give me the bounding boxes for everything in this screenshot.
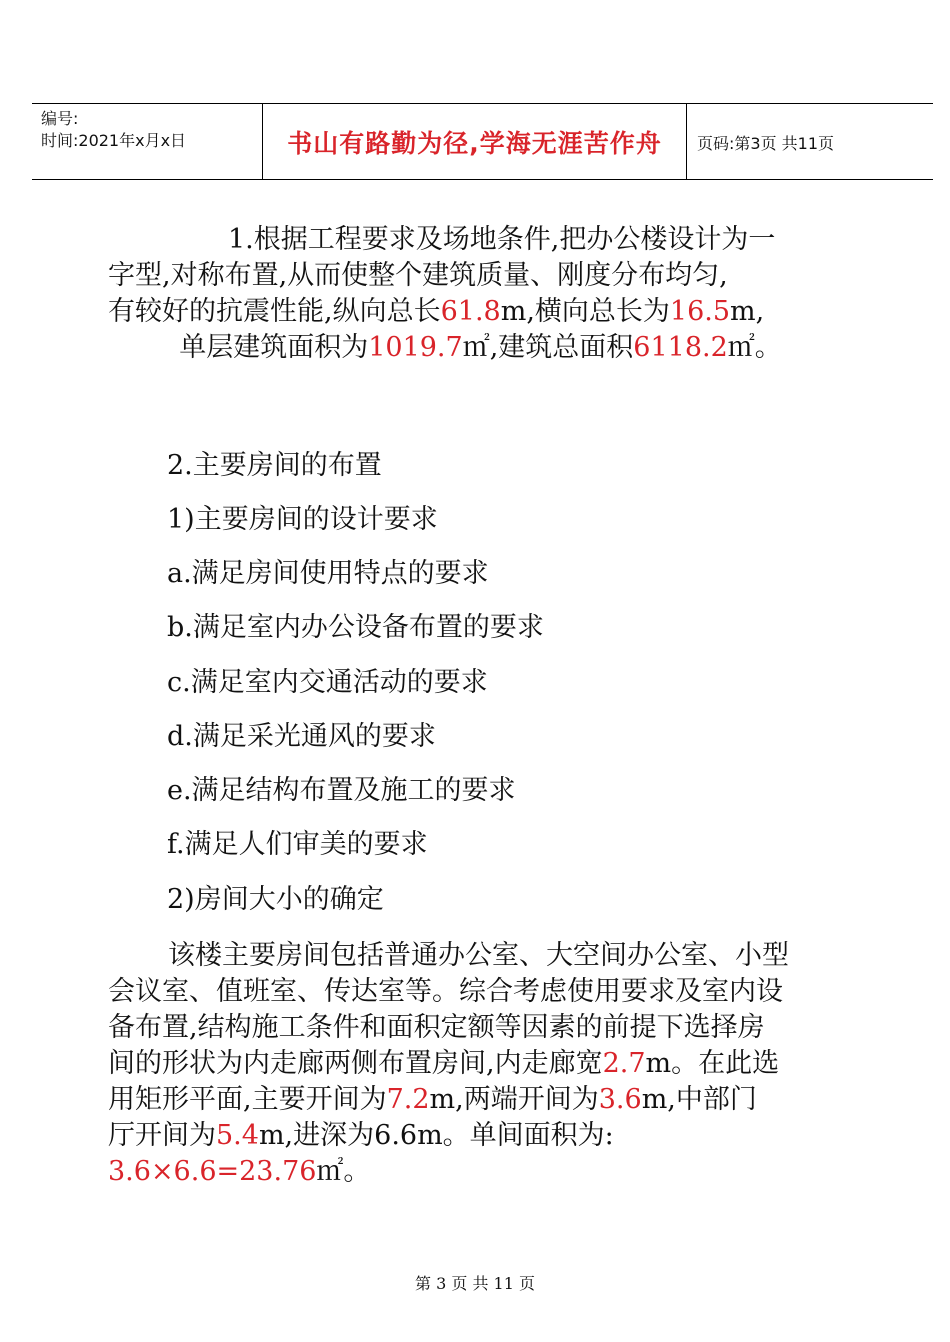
text-run: 厅开间为 (108, 1120, 216, 1151)
highlighted-value: 1019.7 (368, 332, 463, 363)
text-line (108, 330, 853, 366)
header-meta (41, 108, 186, 152)
highlighted-value: 5.4 (216, 1120, 259, 1151)
text-line (108, 1082, 853, 1118)
text-run: 用矩形平面,主要开间为 (108, 1084, 387, 1115)
paragraph-building-layout (108, 222, 853, 366)
list-item: d.满足采光通风的要求 (167, 721, 436, 752)
list-item: 2.主要房间的布置 (167, 450, 382, 481)
text-run: ㎡。 (316, 1156, 371, 1187)
header-motto: 书山有路勤为径,学海无涯苦作舟 (262, 103, 687, 180)
text-line (108, 1118, 853, 1154)
text-run: m,进深为6.6m。单间面积为: (258, 1120, 614, 1151)
text-run: ㎡,建筑总面积 (462, 332, 634, 363)
text-run: 备布置,结构施工条件和面积定额等因素的前提下选择房 (108, 1012, 765, 1043)
paragraph-room-size (108, 938, 853, 1190)
text-line (108, 1010, 853, 1046)
list-item: e.满足结构布置及施工的要求 (167, 775, 516, 806)
text-run: m,两端开间为 (429, 1084, 599, 1115)
text-line (108, 1046, 853, 1082)
highlighted-value: 2.7 (602, 1048, 646, 1079)
text-run: 该楼主要房间包括普通办公室、大空间办公室、小型 (168, 940, 789, 971)
text-run: 1.根据工程要求及场地条件,把办公楼设计为一 (228, 224, 776, 255)
header-page-info: 页码:第3页 共11页 (697, 134, 835, 153)
highlighted-value: 7.2 (386, 1084, 430, 1115)
text-run: 单层建筑面积为 (179, 332, 369, 363)
text-line (108, 294, 853, 330)
number-label: 编号: (41, 109, 79, 128)
text-run: ㎡。 (727, 332, 782, 363)
time-label: 时间:2021年x月x日 (41, 131, 187, 150)
document-header (32, 103, 933, 180)
text-run: 会议室、值班室、传达室等。综合考虑使用要求及室内设 (108, 976, 783, 1007)
highlighted-value: 16.5 (669, 296, 731, 327)
text-line (108, 1154, 853, 1190)
list-item: a.满足房间使用特点的要求 (167, 558, 489, 589)
list-item: f.满足人们审美的要求 (167, 829, 428, 860)
text-run: m,横向总长为 (500, 296, 670, 327)
text-line (108, 222, 853, 258)
text-run: 间的形状为内走廊两侧布置房间,内走廊宽 (108, 1048, 603, 1079)
text-line (108, 938, 853, 974)
text-run: m,中部门 (641, 1084, 757, 1115)
text-line (108, 258, 853, 294)
text-run: 有较好的抗震性能,纵向总长 (108, 296, 441, 327)
text-line (108, 974, 853, 1010)
text-run: 字型,对称布置,从而使整个建筑质量、刚度分布均匀, (108, 260, 728, 291)
list-item: b.满足室内办公设备布置的要求 (167, 612, 544, 643)
highlighted-value: 3.6 (598, 1084, 642, 1115)
highlighted-value: 3.6×6.6=23.76 (108, 1156, 317, 1187)
text-run: m, (730, 296, 765, 327)
page-footer: 第 3 页 共 11 页 (415, 1274, 535, 1293)
list-item: c.满足室内交通活动的要求 (167, 667, 488, 698)
highlighted-value: 6118.2 (633, 332, 728, 363)
list-item: 2)房间大小的确定 (167, 884, 384, 915)
list-item: 1)主要房间的设计要求 (167, 504, 438, 535)
highlighted-value: 61.8 (440, 296, 501, 327)
text-run: m。在此选 (645, 1048, 780, 1079)
